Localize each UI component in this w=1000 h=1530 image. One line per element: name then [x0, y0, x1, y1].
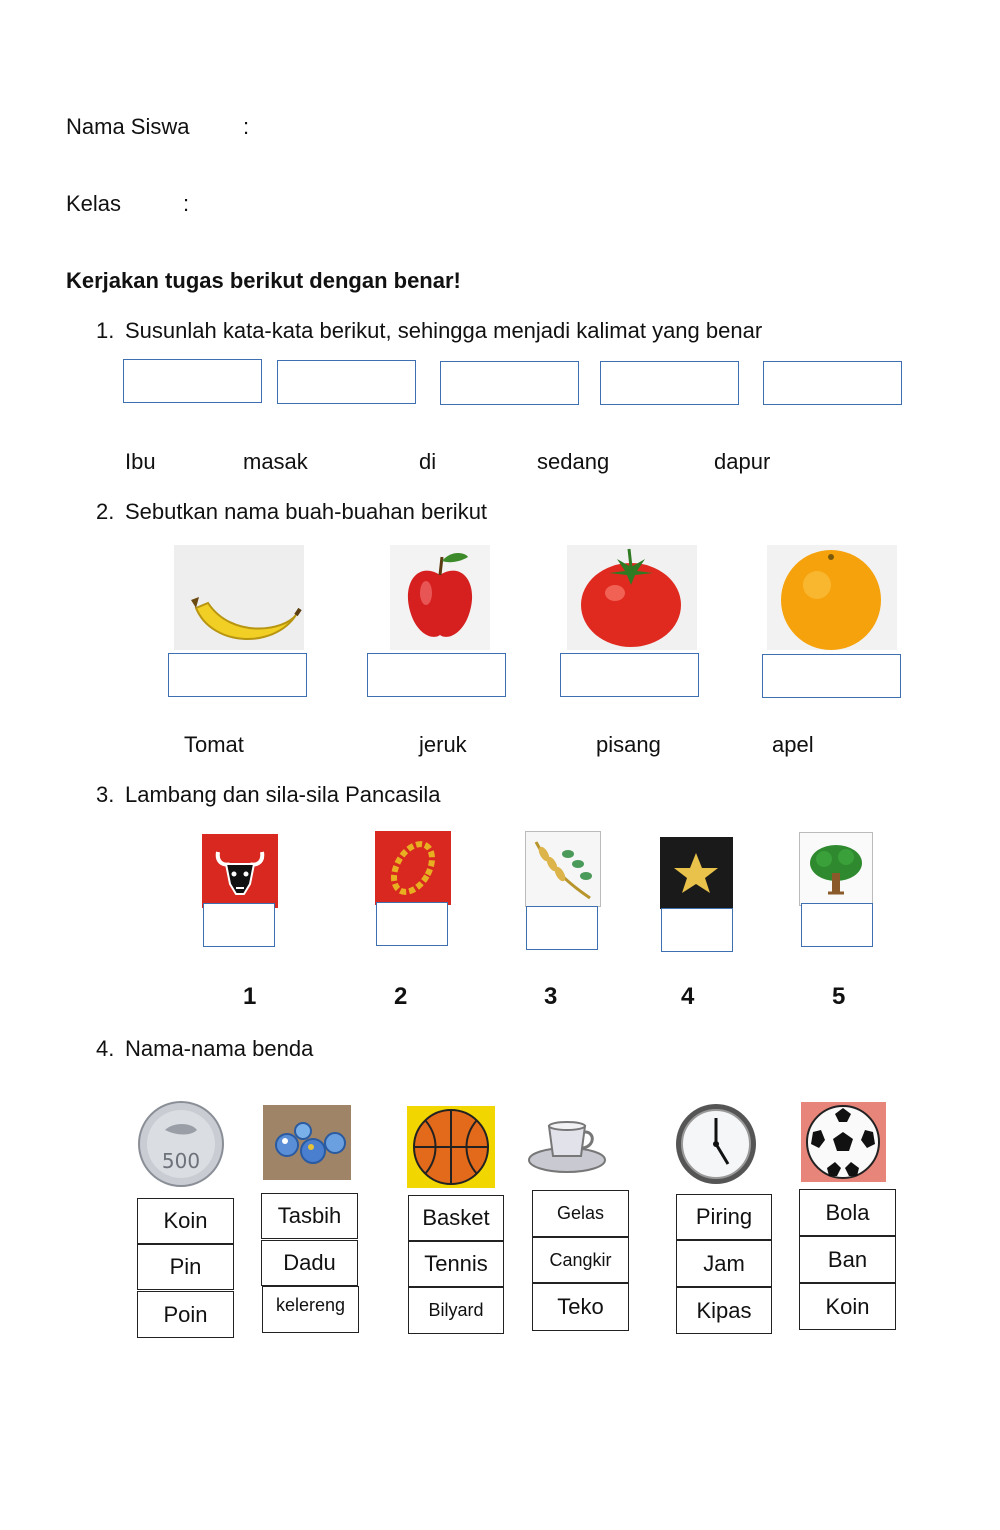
class-label: Kelas: [66, 191, 122, 216]
tomato-image: [567, 545, 697, 650]
q4-text: Nama-nama benda: [125, 1036, 314, 1061]
q4-number: 4.: [96, 1036, 115, 1061]
symbol-bull: [202, 834, 278, 908]
q4-g6-option-2[interactable]: Ban: [799, 1236, 896, 1283]
q4-g2-option-2[interactable]: Dadu: [261, 1240, 358, 1286]
q2-word-2[interactable]: jeruk: [419, 732, 467, 757]
symbol-star: [660, 837, 733, 909]
coin-image: [137, 1100, 225, 1188]
q3-number-3[interactable]: 3: [544, 983, 558, 1010]
q2-answer-box-2[interactable]: [367, 653, 506, 697]
q2-word-3[interactable]: pisang: [596, 732, 661, 757]
q1-answer-box-3[interactable]: [440, 361, 579, 405]
marbles-icon: [263, 1105, 351, 1180]
q4-g3-option-1[interactable]: Basket: [408, 1195, 504, 1241]
symbol-rice-cotton: [525, 831, 601, 907]
soccer-ball-icon: [801, 1102, 886, 1182]
q4-g5-option-2[interactable]: Jam: [676, 1240, 772, 1287]
symbol-chain: [375, 831, 451, 905]
q4-g6-option-1[interactable]: Bola: [799, 1189, 896, 1236]
q4-g6-option-3[interactable]: Koin: [799, 1283, 896, 1330]
basketball-image: [407, 1106, 495, 1188]
q1-word-4[interactable]: sedang: [537, 449, 610, 474]
orange-image: [767, 545, 897, 650]
banana-icon: [174, 545, 304, 650]
q4-g5-option-3[interactable]: Kipas: [676, 1287, 772, 1334]
q1-word-5[interactable]: dapur: [714, 449, 771, 474]
q3-number-1[interactable]: 1: [243, 983, 257, 1010]
q4-g3-option-2[interactable]: Tennis: [408, 1241, 504, 1287]
q1-word-1[interactable]: Ibu: [125, 449, 156, 474]
banana-image: [174, 545, 304, 650]
orange-icon: [767, 545, 897, 650]
q3-number: 3.: [96, 782, 115, 807]
apple-icon: [390, 545, 490, 650]
q4-g1-option-1[interactable]: Koin: [137, 1198, 234, 1244]
q4-g5-option-1[interactable]: Piring: [676, 1194, 772, 1240]
rice-cotton-icon: [526, 832, 600, 906]
q3-number-5[interactable]: 5: [832, 983, 846, 1010]
q4-g3-option-3[interactable]: Bilyard: [408, 1287, 504, 1334]
q3-answer-box-3[interactable]: [526, 906, 598, 950]
cup-image: [523, 1106, 611, 1186]
q4-g4-option-2[interactable]: Cangkir: [532, 1237, 629, 1283]
clock-image: [672, 1102, 760, 1186]
q1-text: Susunlah kata-kata berikut, sehingga menjadi kalimat yang benar: [125, 318, 763, 343]
instruction-heading: Kerjakan tugas berikut dengan benar!: [66, 268, 461, 293]
q2-answer-box-4[interactable]: [762, 654, 901, 698]
coin-icon: [137, 1100, 225, 1188]
q3-number-2[interactable]: 2: [394, 983, 408, 1010]
cup-icon: [523, 1106, 611, 1186]
q1-answer-box-2[interactable]: [277, 360, 416, 404]
q4-g2-option-3[interactable]: kelereng: [262, 1286, 359, 1333]
q2-word-4[interactable]: apel: [772, 732, 814, 757]
name-colon: :: [243, 114, 250, 139]
q1-answer-box-5[interactable]: [763, 361, 902, 405]
class-colon: :: [183, 191, 190, 216]
q2-text: Sebutkan nama buah-buahan berikut: [125, 499, 488, 524]
name-label: Nama Siswa: [66, 114, 190, 139]
soccer-image: [801, 1102, 886, 1182]
star-icon: [660, 837, 733, 909]
banyan-tree-icon: [800, 833, 872, 905]
q3-text: Lambang dan sila-sila Pancasila: [125, 782, 441, 807]
marbles-image: [263, 1105, 351, 1180]
basketball-icon: [407, 1106, 495, 1188]
coin-value: 500: [161, 1149, 201, 1173]
q4-g1-option-3[interactable]: Poin: [137, 1291, 234, 1338]
q3-number-4[interactable]: 4: [681, 983, 695, 1010]
q2-word-1[interactable]: Tomat: [184, 732, 244, 757]
bull-head-icon: [202, 834, 278, 908]
symbol-tree: [799, 832, 873, 906]
q1-word-2[interactable]: masak: [243, 449, 308, 474]
q3-answer-box-5[interactable]: [801, 903, 873, 947]
q4-g4-option-1[interactable]: Gelas: [532, 1190, 629, 1237]
q3-answer-box-2[interactable]: [376, 902, 448, 946]
q1-word-3[interactable]: di: [419, 449, 437, 474]
q2-answer-box-3[interactable]: [560, 653, 699, 697]
tomato-icon: [567, 545, 697, 650]
q1-answer-box-4[interactable]: [600, 361, 739, 405]
q1-number: 1.: [96, 318, 115, 343]
q3-answer-box-4[interactable]: [661, 908, 733, 952]
chain-icon: [375, 831, 451, 905]
q4-g2-option-1[interactable]: Tasbih: [261, 1193, 358, 1239]
q2-number: 2.: [96, 499, 115, 524]
q3-answer-box-1[interactable]: [203, 903, 275, 947]
q1-answer-box-1[interactable]: [123, 359, 262, 403]
q2-answer-box-1[interactable]: [168, 653, 307, 697]
q4-g1-option-2[interactable]: Pin: [137, 1244, 234, 1290]
clock-icon: [672, 1102, 760, 1186]
apple-image: [390, 545, 490, 650]
q4-g4-option-3[interactable]: Teko: [532, 1283, 629, 1331]
